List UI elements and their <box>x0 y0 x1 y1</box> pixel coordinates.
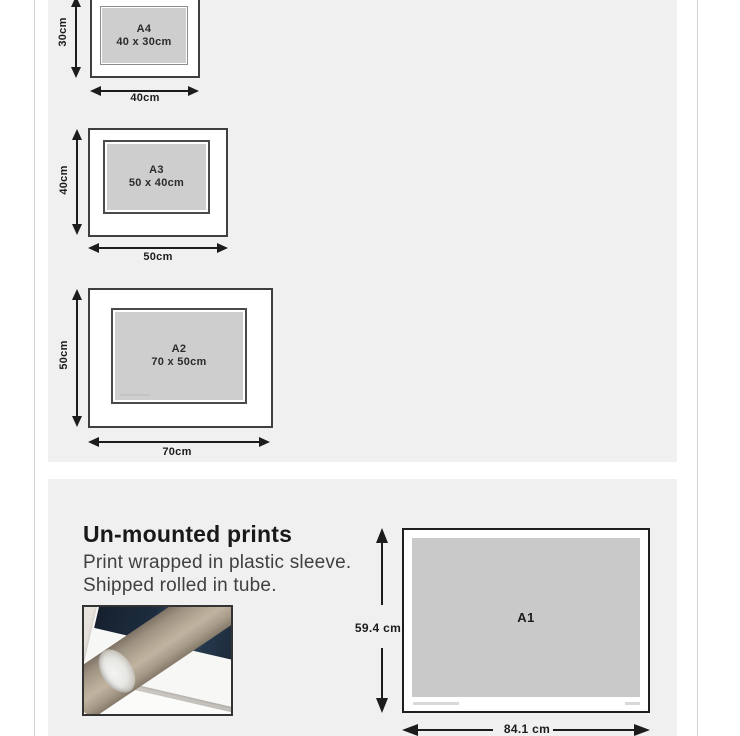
a3-size-label: 50 x 40cm <box>128 177 185 189</box>
a4-name-label: A4 <box>136 22 152 35</box>
a3-print-area <box>103 140 210 214</box>
unmounted-heading: Un-mounted prints <box>83 521 293 547</box>
a2-print-fill <box>115 312 243 400</box>
a2-size-label: 70 x 50cm <box>151 356 207 368</box>
a2-height-arrow <box>72 289 82 427</box>
unmounted-description-line2: Shipped rolled in tube. <box>83 575 277 596</box>
a3-height-arrow <box>72 129 82 235</box>
a3-width-dim-label: 50cm <box>143 251 173 263</box>
a1-name-label: A1 <box>517 610 535 625</box>
a1-caption-mark-right <box>625 702 640 705</box>
a1-caption-mark-left <box>413 702 459 705</box>
a4-print-area <box>100 6 188 65</box>
a1-print-fill <box>412 538 640 697</box>
a3-height-dim-label: 40cm <box>58 165 70 195</box>
rolled-tube-photo <box>82 605 233 716</box>
a4-height-arrow <box>71 0 81 78</box>
unmounted-description-line1: Print wrapped in plastic sleeve. <box>83 552 352 573</box>
a3-name-label: A3 <box>149 164 164 176</box>
a4-width-dim-label: 40cm <box>130 92 160 104</box>
a2-print-caption-mark <box>120 394 150 396</box>
a2-height-dim-label: 50cm <box>58 340 70 370</box>
a3-print-fill <box>107 144 206 210</box>
page-left-border <box>34 0 35 736</box>
a1-height-dim-label: 59.4 cm <box>354 621 402 635</box>
a1-width-dim-label: 84.1 cm <box>503 722 551 736</box>
a2-print-area <box>111 308 247 404</box>
a2-width-dim-label: 70cm <box>162 446 192 458</box>
a4-print-fill <box>102 8 186 63</box>
a2-name-label: A2 <box>171 343 187 355</box>
a4-height-dim-label: 30cm <box>57 17 69 47</box>
a4-size-label: 40 x 30cm <box>116 35 172 48</box>
a1-print-box <box>402 528 650 713</box>
page-right-border <box>697 0 698 736</box>
